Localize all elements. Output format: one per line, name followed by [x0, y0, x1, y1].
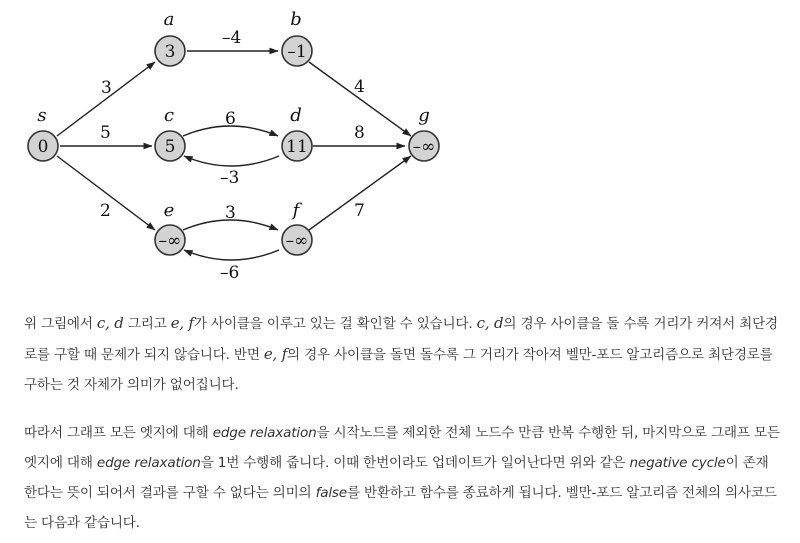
paragraph-negative-cycle-check	[24, 418, 780, 538]
p1-math-1: c, d	[96, 314, 124, 332]
weight-s-c: 5	[100, 123, 111, 143]
p1-text-3: 가 사이클을 이루고 있는 걸 확인할 수 있습니다.	[193, 316, 477, 332]
edge-weights	[100, 28, 365, 283]
node-c-label: c	[163, 105, 175, 126]
weight-c-d: 6	[225, 109, 236, 129]
node-e	[155, 200, 185, 255]
node-d	[282, 105, 312, 161]
node-s-label: s	[37, 105, 47, 126]
weight-d-g: 8	[354, 123, 365, 143]
node-e-value: –∞	[158, 231, 182, 251]
p2-text-3: 을 1번 수행해 줍니다. 이때 한번이라도 업데이트가 일어난다면 위와 같은	[200, 455, 630, 471]
weight-e-f: 3	[225, 203, 236, 223]
node-c	[155, 105, 185, 161]
p2-italic-2: edge relaxation	[96, 455, 201, 471]
p2-text-5: 를 반환하고 함수를 종료하게 됩니다. 벨만-포드 알고리즘 전체의 의사코드는 다음과 같습니다.	[24, 485, 777, 531]
weight-s-a: 3	[101, 78, 112, 98]
node-a-label: a	[163, 9, 175, 30]
p2-italic-3: negative cycle	[629, 455, 726, 471]
node-s-value: 0	[37, 137, 49, 157]
weight-a-b: –4	[222, 28, 242, 48]
weight-f-e: –6	[220, 263, 240, 283]
edge-f-e	[184, 250, 279, 260]
edge-d-c	[184, 156, 279, 166]
p1-math-4: e, f	[263, 345, 288, 363]
weight-d-c: –3	[220, 168, 240, 188]
p1-text-4: 의 경우 사이클을 돌 수록 거리가 커져서 최단경로를 구할 때 문제가 되지 않습니다. 반면	[24, 316, 778, 363]
weight-f-g: 7	[354, 201, 365, 221]
node-e-label: e	[163, 200, 175, 221]
node-c-value: 5	[164, 137, 176, 157]
weight-b-g: 4	[354, 77, 365, 97]
p1-text-2: 그리고	[123, 316, 171, 332]
p2-text-4: 이 존재한다는 뜻이 되어서 결과를 구할 수 없다는 의미의	[24, 455, 769, 501]
p2-text-2: 을 시작노드를 제외한 전체 노드수 만큼 반복 수행한 뒤, 마지막으로 그래프 모든 엣지에 대해	[24, 425, 780, 471]
p1-math-3: c, d	[476, 314, 504, 332]
node-f-value: –∞	[285, 231, 309, 251]
node-b	[282, 9, 312, 66]
node-d-label: d	[290, 105, 302, 126]
p1-text-1: 위 그림에서	[24, 316, 97, 332]
node-a	[155, 9, 185, 66]
p2-italic-4: false	[315, 485, 347, 501]
p2-text-1: 따라서 그래프 모든 엣지에 대해	[24, 425, 213, 441]
node-f-label: f	[292, 200, 300, 221]
node-s	[28, 105, 58, 161]
node-a-value: 3	[164, 42, 176, 62]
p1-text-5: 의 경우 사이클을 돌면 돌수록 그 거리가 작아져 벨만-포드 알고리즘으로 최단경로를 구하는 것 자체가 의미가 없어집니다.	[24, 347, 773, 393]
node-d-value: 11	[286, 137, 308, 157]
weight-s-e: 2	[100, 201, 111, 221]
node-b-value: –1	[287, 42, 307, 62]
paragraph-cycle-explanation	[24, 308, 780, 400]
node-g-value: –∞	[412, 137, 436, 157]
p2-italic-1: edge relaxation	[212, 425, 317, 441]
node-g-label: g	[418, 105, 430, 126]
p1-math-2: e, f	[170, 314, 194, 332]
node-b-label: b	[290, 9, 302, 30]
node-g	[409, 105, 439, 161]
node-f	[282, 200, 312, 255]
